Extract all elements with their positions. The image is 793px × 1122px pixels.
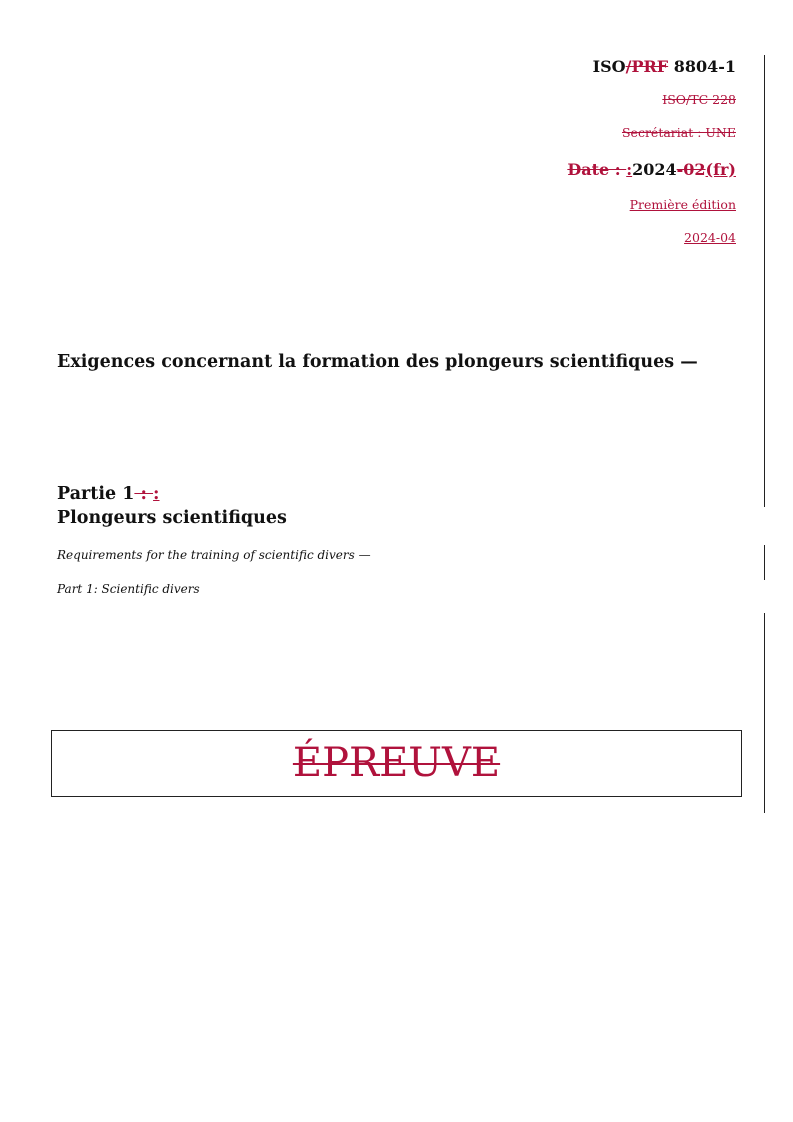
secretariat-line: Secrétariat : UNE	[621, 125, 736, 140]
iso-deleted-prf: /PRF	[625, 57, 669, 76]
main-title: Exigences concernant la formation des plongeurs scientifiques —	[57, 352, 698, 372]
date-line	[567, 160, 736, 179]
change-bar-bottom	[764, 613, 765, 813]
edition-line: Première édition	[629, 197, 736, 212]
part-label: Partie 1	[57, 484, 135, 504]
iso-number	[593, 57, 736, 76]
iso-number-value: 8804-1	[668, 57, 736, 76]
iso-prefix: ISO	[592, 57, 626, 76]
proof-stamp-box	[51, 730, 742, 797]
date-label-deleted: Date :	[567, 160, 627, 179]
language-inserted: (fr)	[705, 160, 736, 179]
change-bar-top	[764, 55, 765, 507]
part-title: Plongeurs scientifiques	[57, 508, 287, 528]
alternative-title-line2: Part 1: Scientific divers	[57, 582, 200, 596]
date-colon-inserted: :	[626, 160, 633, 179]
part-separator-inserted: :	[153, 484, 160, 504]
part-separator-deleted: :	[134, 484, 154, 504]
alternative-title-line1: Requirements for the training of scientific divers —	[57, 548, 371, 562]
date-month-deleted: -02	[676, 160, 706, 179]
change-bar-middle	[764, 545, 765, 580]
committee-line: ISO/TC 228	[662, 92, 736, 107]
part-label-line	[57, 482, 287, 506]
part-title-block	[57, 482, 287, 530]
proof-stamp-label: ÉPREUVE	[292, 740, 501, 786]
edition-date-line: 2024-04	[684, 230, 736, 245]
date-year: 2024	[632, 160, 677, 179]
